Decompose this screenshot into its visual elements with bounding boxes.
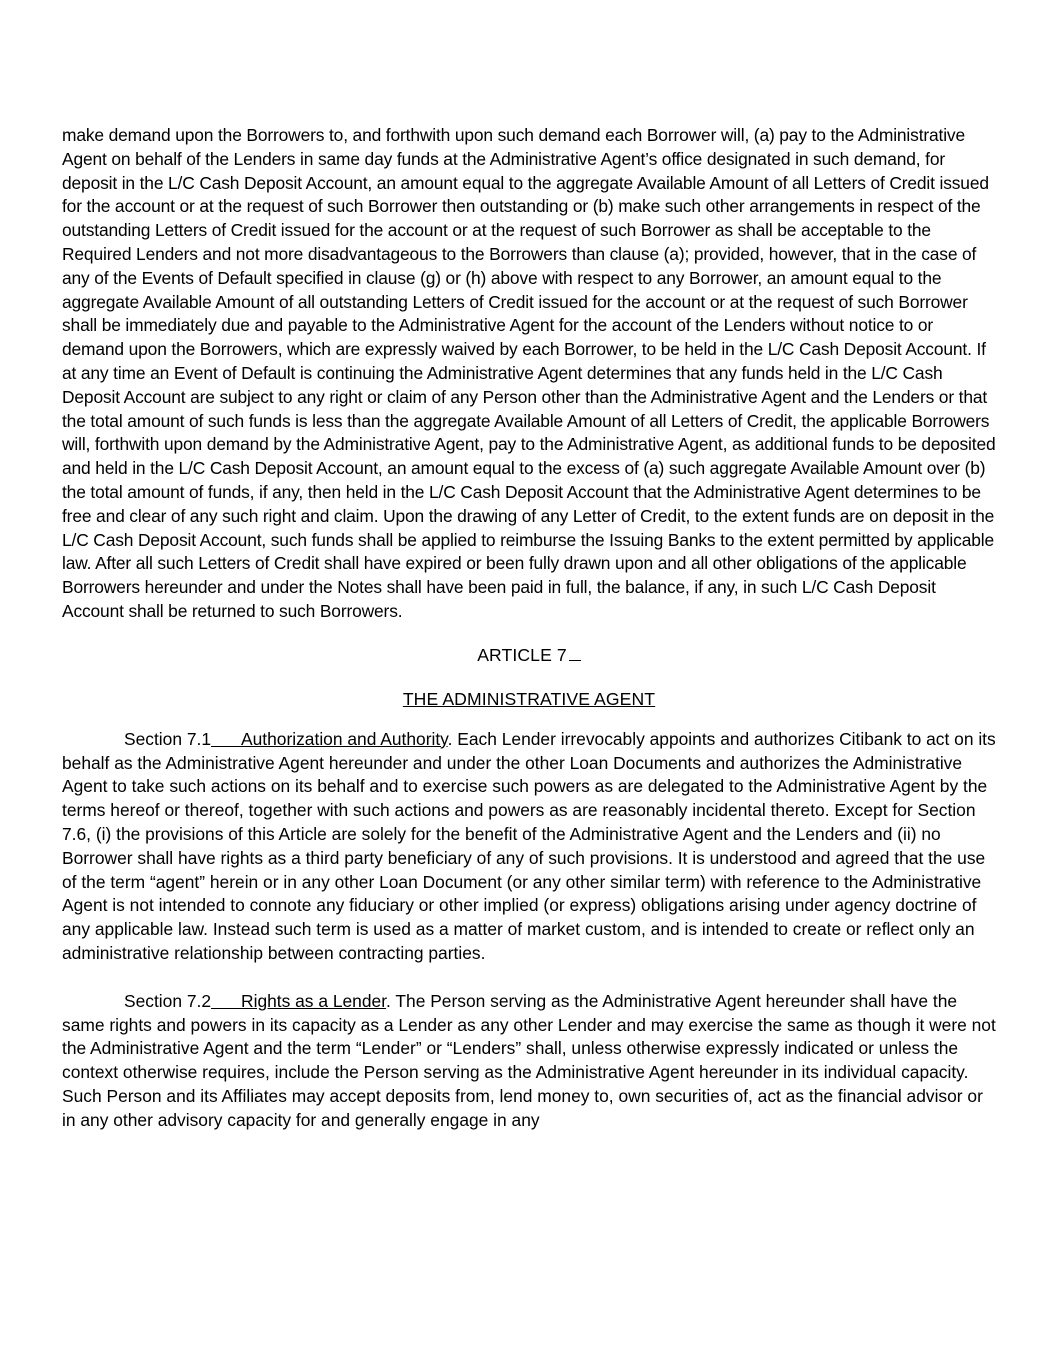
article-title-text: THE ADMINISTRATIVE AGENT: [402, 688, 656, 709]
section-body: . Each Lender irrevocably appoints and authorizes Citibank to act on its behalf as the Administrative Agent hereunder and under the other Loan Documents and authorizes the Administrative Agent to take such actions on its behalf and to exercise such powers as are delegated to the Administrative Agent by the terms hereof or thereof, together with such actions and powers as are reasonably incidental thereto. Except for Section 7.6, (i) the provisions of this Article are solely for the benefit of the Administrative Agent and the Lenders and (ii) no Borrower shall have rights as a third party beneficiary of any of such provisions. It is understood and agreed that the use of the term “agent” herein or in any other Loan Document (or any other similar term) with reference to the Administrative Agent is not intended to connote any fiduciary or other implied (or express) obligations arising under agency doctrine of any applicable law. Instead such term is used as a matter of market custom, and is intended to create or reflect only an administrative relationship between contracting parties.: [62, 728, 996, 963]
article-label: ARTICLE 7: [477, 644, 567, 665]
continuation-paragraph: make demand upon the Borrowers to, and forthwith upon such demand each Borrower will, (a) pay to the Administrative Agent on behalf of the Lenders in same day funds at the Administrative Agent’s office designated in such demand, for deposit in the L/C Cash Deposit Account, an amount equal to the aggregate Available Amount of all Letters of Credit issued for the account or at the request of such Borrower then outstanding or (b) make such other arrangements in respect of the outstanding Letters of Credit issued for the account or at the request of such Borrower as shall be acceptable to the Required Lenders and not more disadvantageous to the Borrowers than clause (a); provided, however, that in the case of any of the Events of Default specified in clause (g) or (h) above with respect to any Borrower, an amount equal to the aggregate Available Amount of all outstanding Letters of Credit issued for the account or at the request of such Borrower shall be immediately due and payable to the Administrative Agent for the account of the Lenders without notice to or demand upon the Borrowers, which are expressly waived by each Borrower, to be held in the L/C Cash Deposit Account. If at any time an Event of Default is continuing the Administrative Agent determines that any funds held in the L/C Cash Deposit Account are subject to any right or claim of any Person other than the Administrative Agent and the Lenders or that the total amount of such funds is less than the aggregate Available Amount of all Letters of Credit, the applicable Borrowers will, forthwith upon demand by the Administrative Agent, pay to the Administrative Agent, as additional funds to be deposited and held in the L/C Cash Deposit Account, an amount equal to the excess of (a) such aggregate Available Amount over (b) the total amount of funds, if any, then held in the L/C Cash Deposit Account that the Administrative Agent determines to be free and clear of any such right and claim. Upon the drawing of any Letter of Credit, to the extent funds are on deposit in the L/C Cash Deposit Account, such funds shall be applied to reimburse the Issuing Banks to the extent permitted by applicable law. After all such Letters of Credit shall have expired or been fully drawn upon and all other obligations of the applicable Borrowers hereunder and under the Notes shall have been paid in full, the balance, if any, in such L/C Cash Deposit Account shall be returned to such Borrowers.: [62, 125, 996, 621]
page-content: [62, 124, 996, 1132]
section-tab-underline: [211, 992, 241, 1009]
section-heading: Rights as a Lender: [241, 990, 387, 1011]
article-title: [62, 688, 996, 712]
section-number: Section 7.1: [124, 728, 212, 749]
section-body: . The Person serving as the Administrative Agent hereunder shall have the same rights and powers in its capacity as a Lender as any other Lender and may exercise the same as though it were not the Administrative Agent and the term “Lender” or “Lenders” shall, unless otherwise expressly indicated or unless the context otherwise requires, include the Person serving as the Administrative Agent hereunder in its individual capacity. Such Person and its Affiliates may accept deposits from, lend money to, own securities of, act as the financial advisor or in any other advisory capacity for and generally engage in any: [62, 990, 996, 1130]
article-underscore: [569, 644, 581, 661]
section-7-2: [62, 990, 996, 1133]
section-7-1: [62, 728, 996, 966]
section-number: Section 7.2: [124, 990, 212, 1011]
article-heading: [62, 644, 996, 668]
section-tab-underline: [211, 730, 241, 747]
section-heading: Authorization and Authority: [241, 728, 448, 749]
